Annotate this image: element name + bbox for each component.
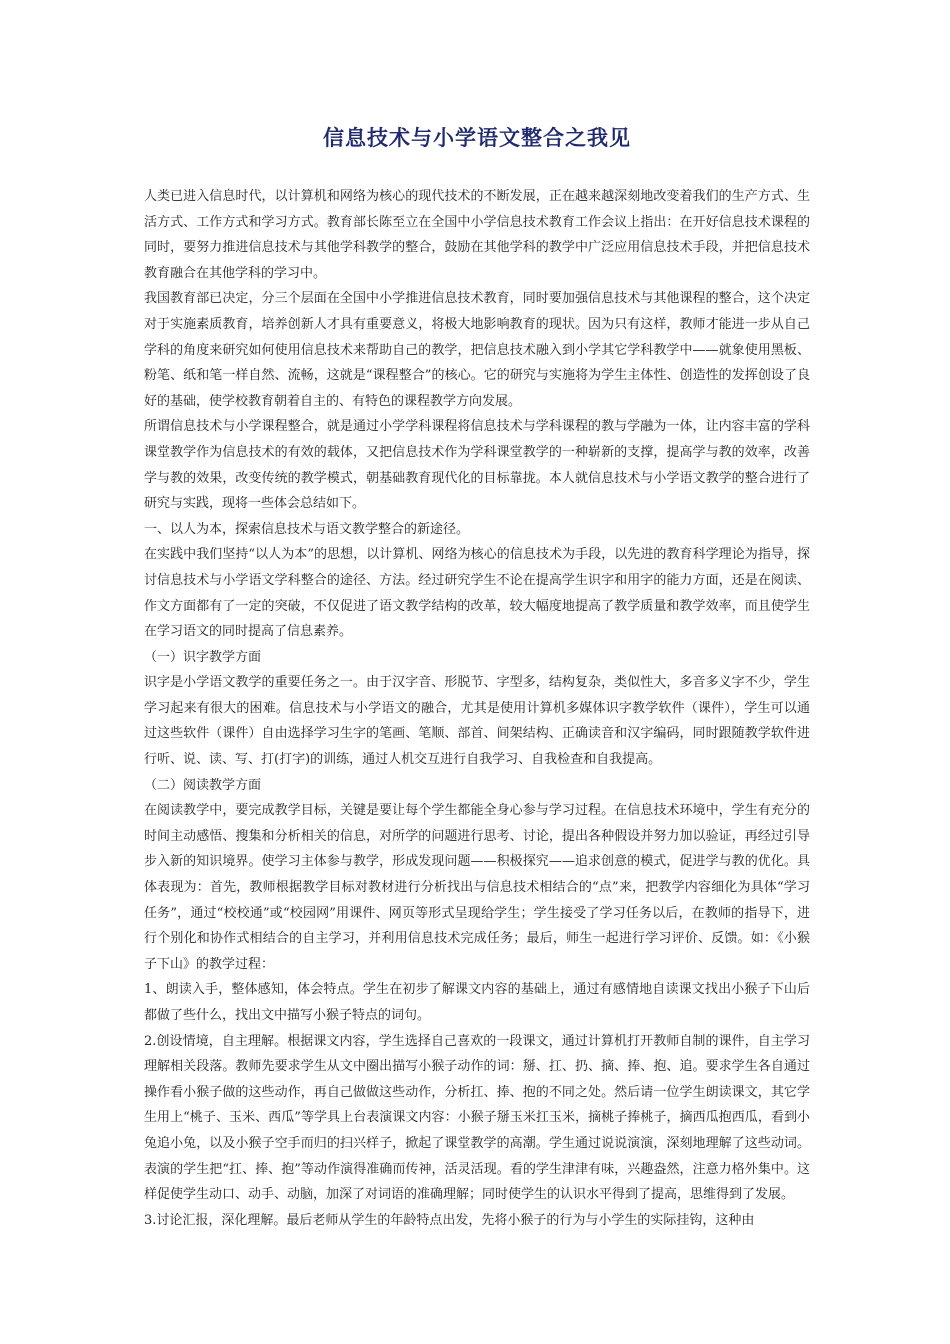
paragraph-ministry-decision: 我国教育部已决定，分三个层面在全国中小学推进信息技术教育，同时要加强信息技术与其他课程的整合，这个决定对于实施素质教育，培养创新人才具有重要意义，将极大地影响教育的现状。因为只有这样，教师才能进一步从自己学科的角度来研究如何使用信息技术来帮助自己的教学，把信息技术融入到小学其它学科教学中——就象使用黑板、粉笔、纸和笔一样自然、流畅，这就是“课程整合”的核心。它的研究与实施将为学生主体性、创造性的发挥创设了良好的基础，使学校教育朝着自主的、有特色的课程教学方向发展。 [144, 291, 810, 409]
paragraph-practice: 在实践中我们坚持“以人为本”的思想，以计算机、网络为核心的信息技术为手段，以先进的教育科学理论为指导，探讨信息技术与小学语文学科整合的途径、方法。经过研究学生不论在提高学生识字和用字的能力方面，还是在阅读、作文方面都有了一定的突破，不仅促进了语文教学结构的改革，较大幅度地提高了教学质量和教学效率，而且使学生在学习语文的同时提高了信息素养。 [144, 547, 810, 640]
subsection-heading-literacy: （一）识字教学方面 [144, 649, 262, 665]
paragraph-reading: 在阅读教学中，要完成教学目标，关键是要让每个学生都能全身心参与学习过程。在信息技术环境中，学生有充分的时间主动感悟、搜集和分析相关的信息，对所学的问题进行思考、讨论，提出各种假设并努力加以验证，再经过引导步入新的知识境界。使学习主体参与教学，形成发现问题——积极探究——追求创意的模式，促进学与教的优化。具体表现为：首先，教师根据教学目标对教材进行分析找出与信息技术相结合的“点”来，把教学内容细化为具体“学习任务”，通过“校校通”或“校园网”用课件、网页等形式呈现给学生；学生接受了学习任务以后，在教师的指导下，进行个别化和协作式相结合的自主学习，并利用信息技术完成任务；最后，师生一起进行学习评价、反馈。如：《小猴子下山》的教学过程： [144, 803, 810, 972]
document-title: 信息技术与小学语文整合之我见 [323, 125, 631, 150]
section-heading-1: 一、以人为本，探索信息技术与语文教学整合的新途径。 [144, 521, 470, 537]
paragraph-step-3: 3.讨论汇报，深化理解。最后老师从学生的年龄特点出发，先将小猴子的行为与小学生的实际挂钩，这种由 [144, 1212, 755, 1228]
paragraph-step-2: 2.创设情境，自主理解。根据课文内容，学生选择自己喜欢的一段课文，通过计算机打开教师自制的课件，自主学习理解相关段落。教师先要求学生从文中圈出描写小猴子动作的词：掰、扛、扔、摘、捧、抱、追。要求学生各自通过操作看小猴子做的这些动作，再自己做做这些动作，分析扛、捧、抱的不同之处。然后请一位学生朗读课文，其它学生用上“桃子、玉米、西瓜”等学具上台表演课文内容：小猴子掰玉米扛玉米，摘桃子捧桃子，摘西瓜抱西瓜，看到小兔追小兔，以及小猴子空手而归的扫兴样子，掀起了课堂教学的高潮。学生通过说说演演，深刻地理解了这些动词。表演的学生把“扛、捧、抱”等动作演得准确而传神，活灵活现。看的学生津津有味，兴趣盎然，注意力格外集中。这样促使学生动口、动手、动脑，加深了对词语的准确理解；同时使学生的认识水平得到了提高，思维得到了发展。 [144, 1033, 810, 1203]
paragraph-intro: 人类已进入信息时代，以计算机和网络为核心的现代技术的不断发展，正在越来越深刻地改变着我们的生产方式、生活方式、工作方式和学习方式。教育部长陈至立在全国中小学信息技术教育工作会议上指出：在开好信息技术课程的同时，要努力推进信息技术与其他学科教学的整合，鼓励在其他学科的教学中广泛应用信息技术手段，并把信息技术教育融合在其他学科的学习中。 [144, 189, 810, 281]
paragraph-integration-definition: 所谓信息技术与小学课程整合，就是通过小学学科课程将信息技术与学科课程的教与学融为一体，让内容丰富的学科课堂教学作为信息技术的有效的载体，又把信息技术作为学科课堂教学的一种崭新的支撑，提高学与教的效率，改善学与教的效果，改变传统的教学模式，朝基础教育现代化的目标靠拢。本人就信息技术与小学语文教学的整合进行了研究与实践，现将一些体会总结如下。 [144, 419, 810, 512]
document-page [144, 118, 810, 1233]
paragraph-step-1: 1、朗读入手，整体感知，体会特点。学生在初步了解课文内容的基础上，通过有感情地自读课文找出小猴子下山后都做了些什么，找出文中描写小猴子特点的词句。 [144, 982, 810, 1023]
paragraph-literacy: 识字是小学语文教学的重要任务之一。由于汉字音、形脱节、字型多，结构复杂，类似性大，多音多义字不少，学生学习起来有很大的困难。信息技术与小学语文的融合，尤其是使用计算机多媒体识字教学软件（课件），学生可以通过这些软件（课件）自由选择学习生字的笔画、笔顺、部首、间架结构、正确读音和汉字编码，同时跟随教学软件进行听、说、读、写、打(打字)的训练，通过人机交互进行自我学习、自我检查和自我提高。 [144, 675, 810, 768]
subsection-heading-reading: （二）阅读教学方面 [144, 777, 262, 793]
